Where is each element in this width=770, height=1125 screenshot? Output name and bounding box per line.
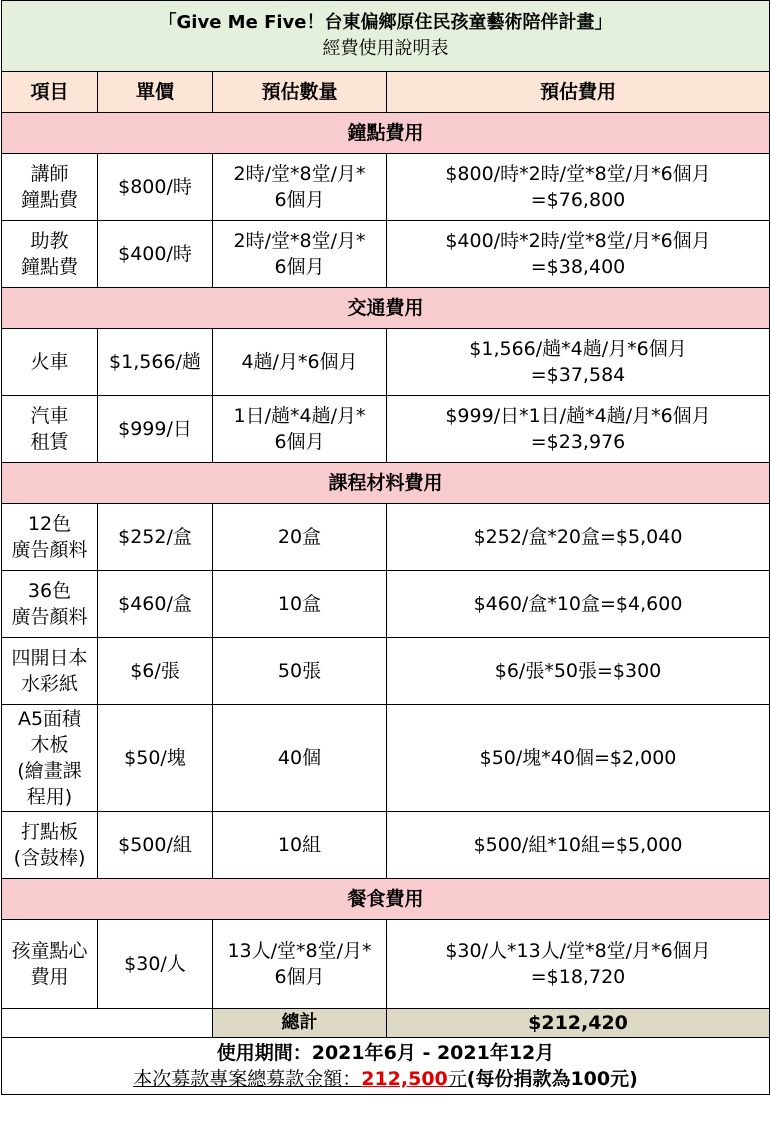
section-header: [2, 288, 770, 329]
cell-quantity: 10組: [213, 812, 387, 879]
cell-cost: $30/人*13人/堂*8堂/月*6個月 =$18,720: [387, 920, 770, 1009]
cell-quantity: 20盒: [213, 504, 387, 571]
section-header: [2, 879, 770, 920]
total-spacer: [2, 1009, 213, 1038]
section-title: 餐食費用: [2, 879, 770, 920]
table-row: [2, 221, 770, 288]
table-row: [2, 920, 770, 1009]
cell-quantity: 10盒: [213, 571, 387, 638]
cell-item: 四開日本 水彩紙: [2, 638, 98, 705]
header-price: 單價: [98, 72, 213, 113]
cell-item: 講師 鐘點費: [2, 154, 98, 221]
cell-price: $800/時: [98, 154, 213, 221]
table-row: [2, 705, 770, 812]
usage-period: 使用期間：2021年6月 - 2021年12月: [216, 1042, 555, 1064]
total-label: 總計: [213, 1009, 387, 1038]
cell-item: 孩童點心 費用: [2, 920, 98, 1009]
total-row: [2, 1009, 770, 1038]
header-row: [2, 72, 770, 113]
cell-item: A5面積 木板 (繪畫課 程用): [2, 705, 98, 812]
total-value: $212,420: [387, 1009, 770, 1038]
cell-cost: $50/塊*40個=$2,000: [387, 705, 770, 812]
cell-quantity: 2時/堂*8堂/月* 6個月: [213, 221, 387, 288]
cell-quantity: 2時/堂*8堂/月* 6個月: [213, 154, 387, 221]
cell-quantity: 4趟/月*6個月: [213, 329, 387, 396]
cell-price: $999/日: [98, 396, 213, 463]
section-title: 交通費用: [2, 288, 770, 329]
footer-row: [2, 1038, 770, 1095]
fundraising-goal: [6, 1066, 765, 1092]
cell-price: $500/組: [98, 812, 213, 879]
cell-item: 助教 鐘點費: [2, 221, 98, 288]
cell-item: 36色 廣告顏料: [2, 571, 98, 638]
cell-price: $460/盒: [98, 571, 213, 638]
cell-quantity: 40個: [213, 705, 387, 812]
footer-block: [2, 1038, 770, 1095]
cell-price: $252/盒: [98, 504, 213, 571]
table-row: [2, 638, 770, 705]
cell-price: $400/時: [98, 221, 213, 288]
section-header: [2, 463, 770, 504]
header-quantity: 預估數量: [213, 72, 387, 113]
goal-note: (每份捐款為100元): [466, 1068, 638, 1090]
title-block: [2, 1, 770, 72]
cell-cost: $999/日*1日/趟*4趟/月*6個月 =$23,976: [387, 396, 770, 463]
cell-price: $1,566/趟: [98, 329, 213, 396]
goal-unit: 元: [447, 1068, 467, 1090]
cell-cost: $500/組*10組=$5,000: [387, 812, 770, 879]
header-cost: 預估費用: [387, 72, 770, 113]
goal-amount: 212,500: [361, 1068, 448, 1090]
cell-price: $30/人: [98, 920, 213, 1009]
page-title: 「Give Me Five！台東偏鄉原住民孩童藝術陪伴計畫」: [158, 12, 613, 33]
cell-item: 打點板 (含鼓棒): [2, 812, 98, 879]
section-header: [2, 113, 770, 154]
table-row: [2, 154, 770, 221]
cell-price: $6/張: [98, 638, 213, 705]
cell-quantity: 13人/堂*8堂/月* 6個月: [213, 920, 387, 1009]
cell-cost: $800/時*2時/堂*8堂/月*6個月 =$76,800: [387, 154, 770, 221]
cell-quantity: 50張: [213, 638, 387, 705]
goal-prefix: 本次募款專案總募款金額：: [133, 1068, 362, 1090]
cell-item: 汽車 租賃: [2, 396, 98, 463]
cell-cost: $1,566/趟*4趟/月*6個月 =$37,584: [387, 329, 770, 396]
table-row: [2, 329, 770, 396]
header-item: 項目: [2, 72, 98, 113]
table-row: [2, 571, 770, 638]
table-row: [2, 812, 770, 879]
page-subtitle: 經費使用說明表: [322, 38, 449, 59]
cell-cost: $252/盒*20盒=$5,040: [387, 504, 770, 571]
cell-cost: $460/盒*10盒=$4,600: [387, 571, 770, 638]
cell-quantity: 1日/趟*4趟/月* 6個月: [213, 396, 387, 463]
cell-cost: $6/張*50張=$300: [387, 638, 770, 705]
section-title: 鐘點費用: [2, 113, 770, 154]
table-row: [2, 504, 770, 571]
cell-cost: $400/時*2時/堂*8堂/月*6個月 =$38,400: [387, 221, 770, 288]
table-row: [2, 396, 770, 463]
cell-price: $50/塊: [98, 705, 213, 812]
section-title: 課程材料費用: [2, 463, 770, 504]
budget-table: [1, 0, 770, 1095]
cell-item: 12色 廣告顏料: [2, 504, 98, 571]
cell-item: 火車: [2, 329, 98, 396]
